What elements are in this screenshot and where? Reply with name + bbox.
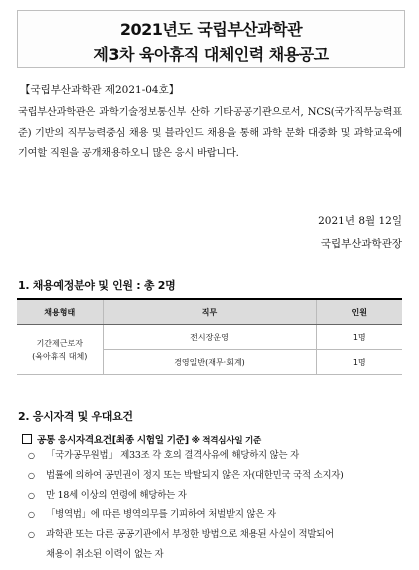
count-cell: 1명 (316, 350, 402, 375)
header-count: 인원 (316, 299, 402, 325)
circle-bullet-icon: ○ (28, 451, 35, 460)
requirement-text: 「병역법」에 따른 병역의무를 기피하여 처벌받지 않은 자 (46, 509, 276, 521)
requirement-text: 과학관 또는 다른 공공기관에서 부정한 방법으로 채용된 사실이 적발되어 (46, 529, 334, 541)
common-requirements-label: 공통 응시자격요건[최종 시험일 기준] (37, 435, 189, 446)
count-cell: 1명 (316, 325, 402, 350)
requirements-note: ※ 적격심사일 기준 (191, 436, 262, 446)
circle-bullet-icon: ○ (28, 510, 35, 520)
header-job: 직무 (103, 299, 316, 325)
issuer-name: 국립부산과학관장 (320, 238, 402, 250)
list-item (28, 446, 404, 466)
list-item (28, 525, 404, 565)
job-cell: 전시장운영 (103, 325, 316, 350)
section-1-title: 1. 채용예정분야 및 인원 : 총 2명 (18, 279, 176, 292)
circle-bullet-icon: ○ (28, 530, 35, 540)
page-title-line2: 제3차 육아휴직 대체인력 채용공고 (93, 45, 329, 64)
notice-number: 【국립부산과학관 제2021-04호】 (20, 84, 180, 96)
checkbox-square-icon (22, 434, 32, 444)
employment-type-line1: 기간제근로자 (36, 338, 83, 348)
employment-type-cell (17, 325, 103, 375)
requirement-text: 법률에 의하여 공민권이 정지 또는 박탈되지 않은 자(대한민국 국적 소지자) (46, 469, 344, 481)
page-title-line1: 2021년도 국립부산과학관 (119, 20, 303, 39)
common-requirements-heading (22, 432, 261, 446)
section-2-title: 2. 응시자격 및 우대요건 (18, 410, 133, 423)
table-header-row (17, 299, 402, 325)
title-box (17, 10, 405, 68)
requirement-text: 만 18세 이상의 연령에 해당하는 자 (46, 489, 187, 501)
requirement-text: 「국가공무원법」 제33조 각 호의 결격사유에 해당하지 않는 자 (46, 450, 300, 461)
list-item (28, 505, 404, 525)
notice-date: 2021년 8월 12일 (318, 215, 402, 227)
requirement-text-continued: 채용이 취소된 이력이 없는 자 (46, 548, 164, 560)
circle-bullet-icon: ○ (28, 470, 35, 480)
job-cell: 경영일반(재무·회계) (103, 350, 316, 375)
table-row (17, 325, 402, 350)
list-item (28, 466, 404, 486)
header-type: 채용형태 (17, 299, 103, 325)
intro-paragraph: 국립부산과학관은 과학기술정보통신부 산하 기타공공기관으로서, NCS(국가직무능력표준) 기반의 직무능력중심 채용 및 블라인드 채용을 통해 과학 문화 대중화 및 과학교육에 기여할 직원을 공개채용하오니 많은 응시 바랍니다. (18, 107, 402, 159)
circle-bullet-icon: ○ (28, 490, 35, 500)
list-item (28, 486, 404, 506)
employment-type-line2: (육아휴직 대체) (32, 351, 88, 361)
requirements-list (28, 446, 404, 565)
recruitment-table (17, 298, 402, 375)
